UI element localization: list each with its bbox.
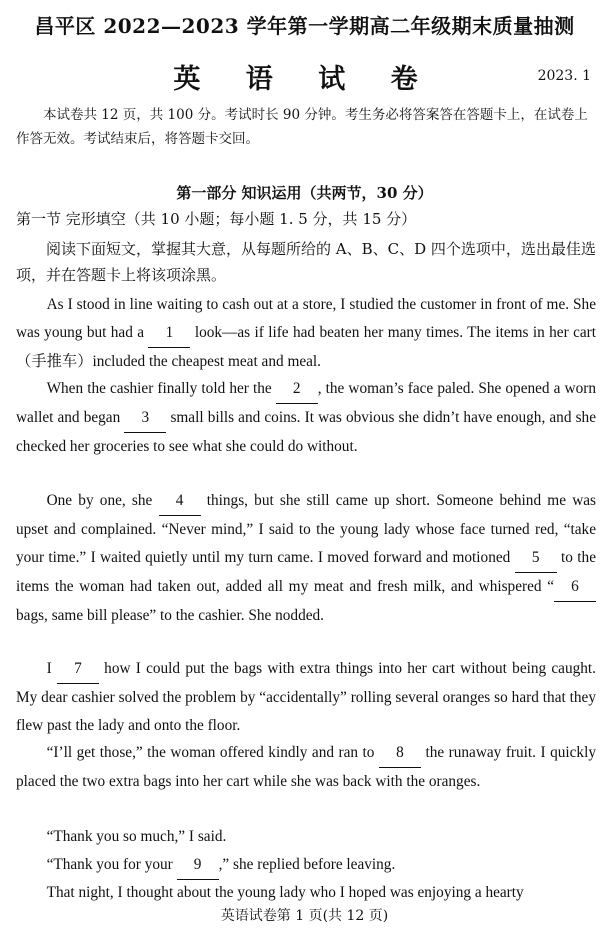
passage-paragraph-5 xyxy=(16,739,596,796)
paragraph-text: to the items the woman had taken out, added all my meat and fresh milk, and whispered “ xyxy=(16,549,596,595)
paragraph-text: One by one, she xyxy=(46,492,159,509)
section-instruction: 阅读下面短文，掌握其大意，从每题所给的 A、B、C、D 四个选项中，选出最佳选项，并在答题卡上将该项涂黑。 xyxy=(16,240,596,284)
exam-notice: 本试卷共 12 页，共 100 分。考试时长 90 分钟。考生务必将答案答在答题卡上，在试卷上作答无效。考试结束后，将答题卡交回。 xyxy=(16,107,588,147)
paragraph-text: look—as if life had beaten her many times. The items in her cart（手推车）included the cheapest meat and meal. xyxy=(16,324,596,370)
blank-5: 5 xyxy=(515,544,557,573)
passage-paragraph-2 xyxy=(16,375,596,461)
blank-8: 8 xyxy=(379,739,421,768)
paragraph-text: small bills and coins. It was obvious she didn’t have enough, and she checked her groceries to see what she could do without. xyxy=(16,409,596,455)
blank-4: 4 xyxy=(159,487,201,516)
paragraph-text: ,” she replied before leaving. xyxy=(218,856,396,873)
paragraph-text: bags, same bill please” to the cashier. She nodded. xyxy=(16,607,324,624)
passage-paragraph-7 xyxy=(16,851,596,880)
passage-paragraph-1 xyxy=(16,291,596,376)
exam-date: 2023. 1 xyxy=(537,68,591,84)
paragraph-text: things, but she still came up short. Someone behind me was upset and complained. “Never mind,” I said to the young lady whose face turned red, “take your time.” I waited quietly until my turn came. I moved forward and motioned xyxy=(16,492,596,566)
blank-7: 7 xyxy=(57,655,99,684)
paragraph-text: I xyxy=(46,660,57,677)
blank-6: 6 xyxy=(554,573,596,602)
exam-title: 昌平区 2022—2023 学年第一学期高二年级期末质量抽测 xyxy=(34,14,575,38)
passage-paragraph-6: “Thank you so much,” I said. xyxy=(46,828,227,845)
passage-paragraph-8: That night, I thought about the young lady who I hoped was enjoying a hearty xyxy=(46,884,524,901)
paragraph-text: When the cashier finally told her the xyxy=(46,380,276,397)
part-one-title: 第一部分 知识运用（共两节，30 分） xyxy=(176,184,433,202)
page-footer: 英语试卷第 1 页(共 12 页) xyxy=(220,908,389,924)
section-one-title: 第一节 完形填空（共 10 小题；每小题 1. 5 分，共 15 分） xyxy=(16,210,417,228)
paragraph-text: “I’ll get those,” the woman offered kindly and ran to xyxy=(46,744,379,761)
blank-3: 3 xyxy=(124,404,166,433)
paragraph-text: “Thank you for your xyxy=(46,856,177,873)
paragraph-text: , the woman’s face paled. She opened a worn wallet and began xyxy=(16,380,596,426)
paragraph-text: how I could put the bags with extra things into her cart without being caught. My dear cashier solved the problem by “accidentally” rolling several oranges so hard that they flew past the lady and onto the floor. xyxy=(16,660,596,734)
subject-title: 英 语 试 卷 xyxy=(173,64,436,95)
paragraph-text: As I stood in line waiting to cash out at a store, I studied the customer in front of me. She was young but had a xyxy=(16,296,596,341)
blank-2: 2 xyxy=(276,375,318,404)
blank-1: 1 xyxy=(148,319,190,348)
passage-paragraph-4 xyxy=(16,655,596,740)
passage-paragraph-3 xyxy=(16,487,596,630)
blank-9: 9 xyxy=(177,851,219,880)
paragraph-text: the runaway fruit. I quickly placed the two extra bags into her cart while she was back with the oranges. xyxy=(16,744,596,790)
